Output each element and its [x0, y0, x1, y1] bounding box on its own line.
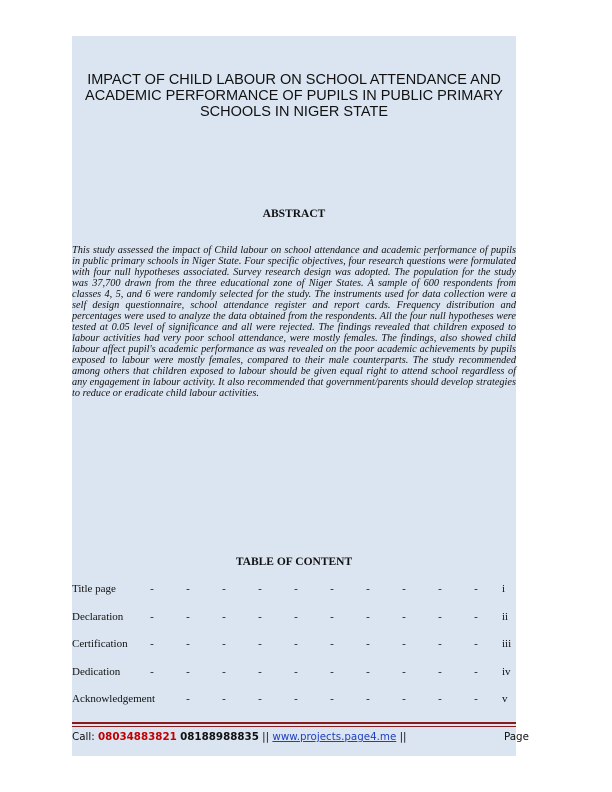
toc-leader: -	[258, 611, 262, 623]
toc-leader: -	[294, 693, 298, 705]
toc-leader: -	[258, 638, 262, 650]
toc-label: Certification	[72, 638, 128, 650]
toc-leader: -	[294, 583, 298, 595]
footer-call-label: Call:	[72, 731, 95, 743]
toc-leader: -	[222, 611, 226, 623]
toc-leader: -	[294, 638, 298, 650]
toc-leader: -	[258, 666, 262, 678]
toc-leader: -	[366, 666, 370, 678]
toc-page: iii	[502, 638, 512, 650]
toc-leader: -	[366, 583, 370, 595]
footer-website-link[interactable]: www.projects.page4.me	[272, 731, 397, 743]
toc-row	[72, 693, 516, 709]
toc-leader: -	[474, 611, 478, 623]
toc-label: Acknowledgement	[72, 693, 156, 705]
footer-page-label: Page	[504, 731, 529, 743]
toc-leader: -	[366, 638, 370, 650]
toc-leader: -	[474, 693, 478, 705]
abstract-text: This study assessed the impact of Child labour on school attendance and academic performance of pupils in public primary schools in Niger State. Four specific objectives, four research questions were formulated with four null hypotheses associated. Survey research design was adopted. The population for the study was 37,700 drawn from the three educational zone of Niger States. A sample of 600 respondents from classes 4, 5, and 6 were randomly selected for the study. The instruments used for data collection were a self design questionnaire, school attendance register and report cards. Frequency distribution and percentages were used to analyze the data obtained from the respondents. All the four null hypotheses were tested at 0.05 level of significance and all were rejected. The findings revealed that children exposed to labour activities had very poor school attendance, were mostly females. The findings, also showed child labour affect pupil's academic performance as was revealed on the poor academic achievements by pupils exposed to labour were mostly females, compared to their male counterparts. The study recommended among others that children exposed to labour should be given equal right to attend school regardless of any engagement in labour activity. It also recommended that government/parents should develop strategies to reduce or eradicate child labour activities.	[72, 245, 516, 399]
toc-leader: -	[438, 693, 442, 705]
toc-leader: -	[366, 611, 370, 623]
footer-rule-thin	[72, 726, 516, 727]
toc-leader: -	[186, 611, 190, 623]
toc-leader: -	[294, 666, 298, 678]
toc-page: iv	[502, 666, 511, 678]
toc-leader: -	[402, 693, 406, 705]
toc-leader: -	[186, 693, 190, 705]
toc-leader: -	[222, 583, 226, 595]
toc-leader: -	[330, 666, 334, 678]
footer-separator: ||	[262, 731, 270, 743]
toc-leader: -	[402, 583, 406, 595]
toc-leader: -	[474, 638, 478, 650]
footer-separator: ||	[399, 731, 407, 743]
toc-leader: -	[330, 583, 334, 595]
abstract-heading: ABSTRACT	[262, 208, 326, 220]
toc-leader: -	[150, 583, 154, 595]
page-background	[72, 36, 516, 756]
toc-leader: -	[474, 583, 478, 595]
toc-leader: -	[186, 638, 190, 650]
toc-leader: -	[294, 611, 298, 623]
toc-leader: -	[150, 638, 154, 650]
footer-phone-primary: 08034883821	[97, 731, 177, 743]
toc-leader: -	[150, 666, 154, 678]
toc-label: Declaration	[72, 611, 124, 623]
toc-leader: -	[438, 583, 442, 595]
toc-leader: -	[474, 666, 478, 678]
toc-leader: -	[258, 583, 262, 595]
footer-phone-secondary: 08188988835	[180, 731, 259, 743]
toc-page: v	[502, 693, 508, 705]
toc-leader: -	[222, 638, 226, 650]
toc-heading: TABLE OF CONTENT	[235, 556, 353, 568]
document-title: IMPACT OF CHILD LABOUR ON SCHOOL ATTENDANCE AND ACADEMIC PERFORMANCE OF PUPILS IN PUBLIC PRIMARY SCHOOLS IN NIGER STATE	[85, 72, 503, 120]
footer-rule-thick	[72, 722, 516, 724]
toc-leader: -	[186, 583, 190, 595]
toc-leader: -	[402, 638, 406, 650]
toc-leader: -	[150, 611, 154, 623]
toc-leader: -	[438, 666, 442, 678]
footer	[72, 731, 542, 745]
toc-leader: -	[222, 693, 226, 705]
toc-leader: -	[330, 693, 334, 705]
toc-leader: -	[402, 666, 406, 678]
toc-label: Dedication	[72, 666, 121, 678]
toc-leader: -	[438, 638, 442, 650]
toc-leader: -	[402, 611, 406, 623]
toc-leader: -	[330, 638, 334, 650]
toc-row	[72, 611, 516, 627]
toc-leader: -	[258, 693, 262, 705]
toc-row	[72, 638, 516, 654]
toc-row	[72, 666, 516, 682]
toc-leader: -	[222, 666, 226, 678]
toc-leader: -	[438, 611, 442, 623]
toc-row	[72, 583, 516, 599]
toc-leader: -	[330, 611, 334, 623]
toc-page: ii	[502, 611, 509, 623]
toc-page: i	[502, 583, 506, 595]
toc-label: Title page	[72, 583, 116, 595]
toc-leader: -	[186, 666, 190, 678]
toc-leader: -	[366, 693, 370, 705]
